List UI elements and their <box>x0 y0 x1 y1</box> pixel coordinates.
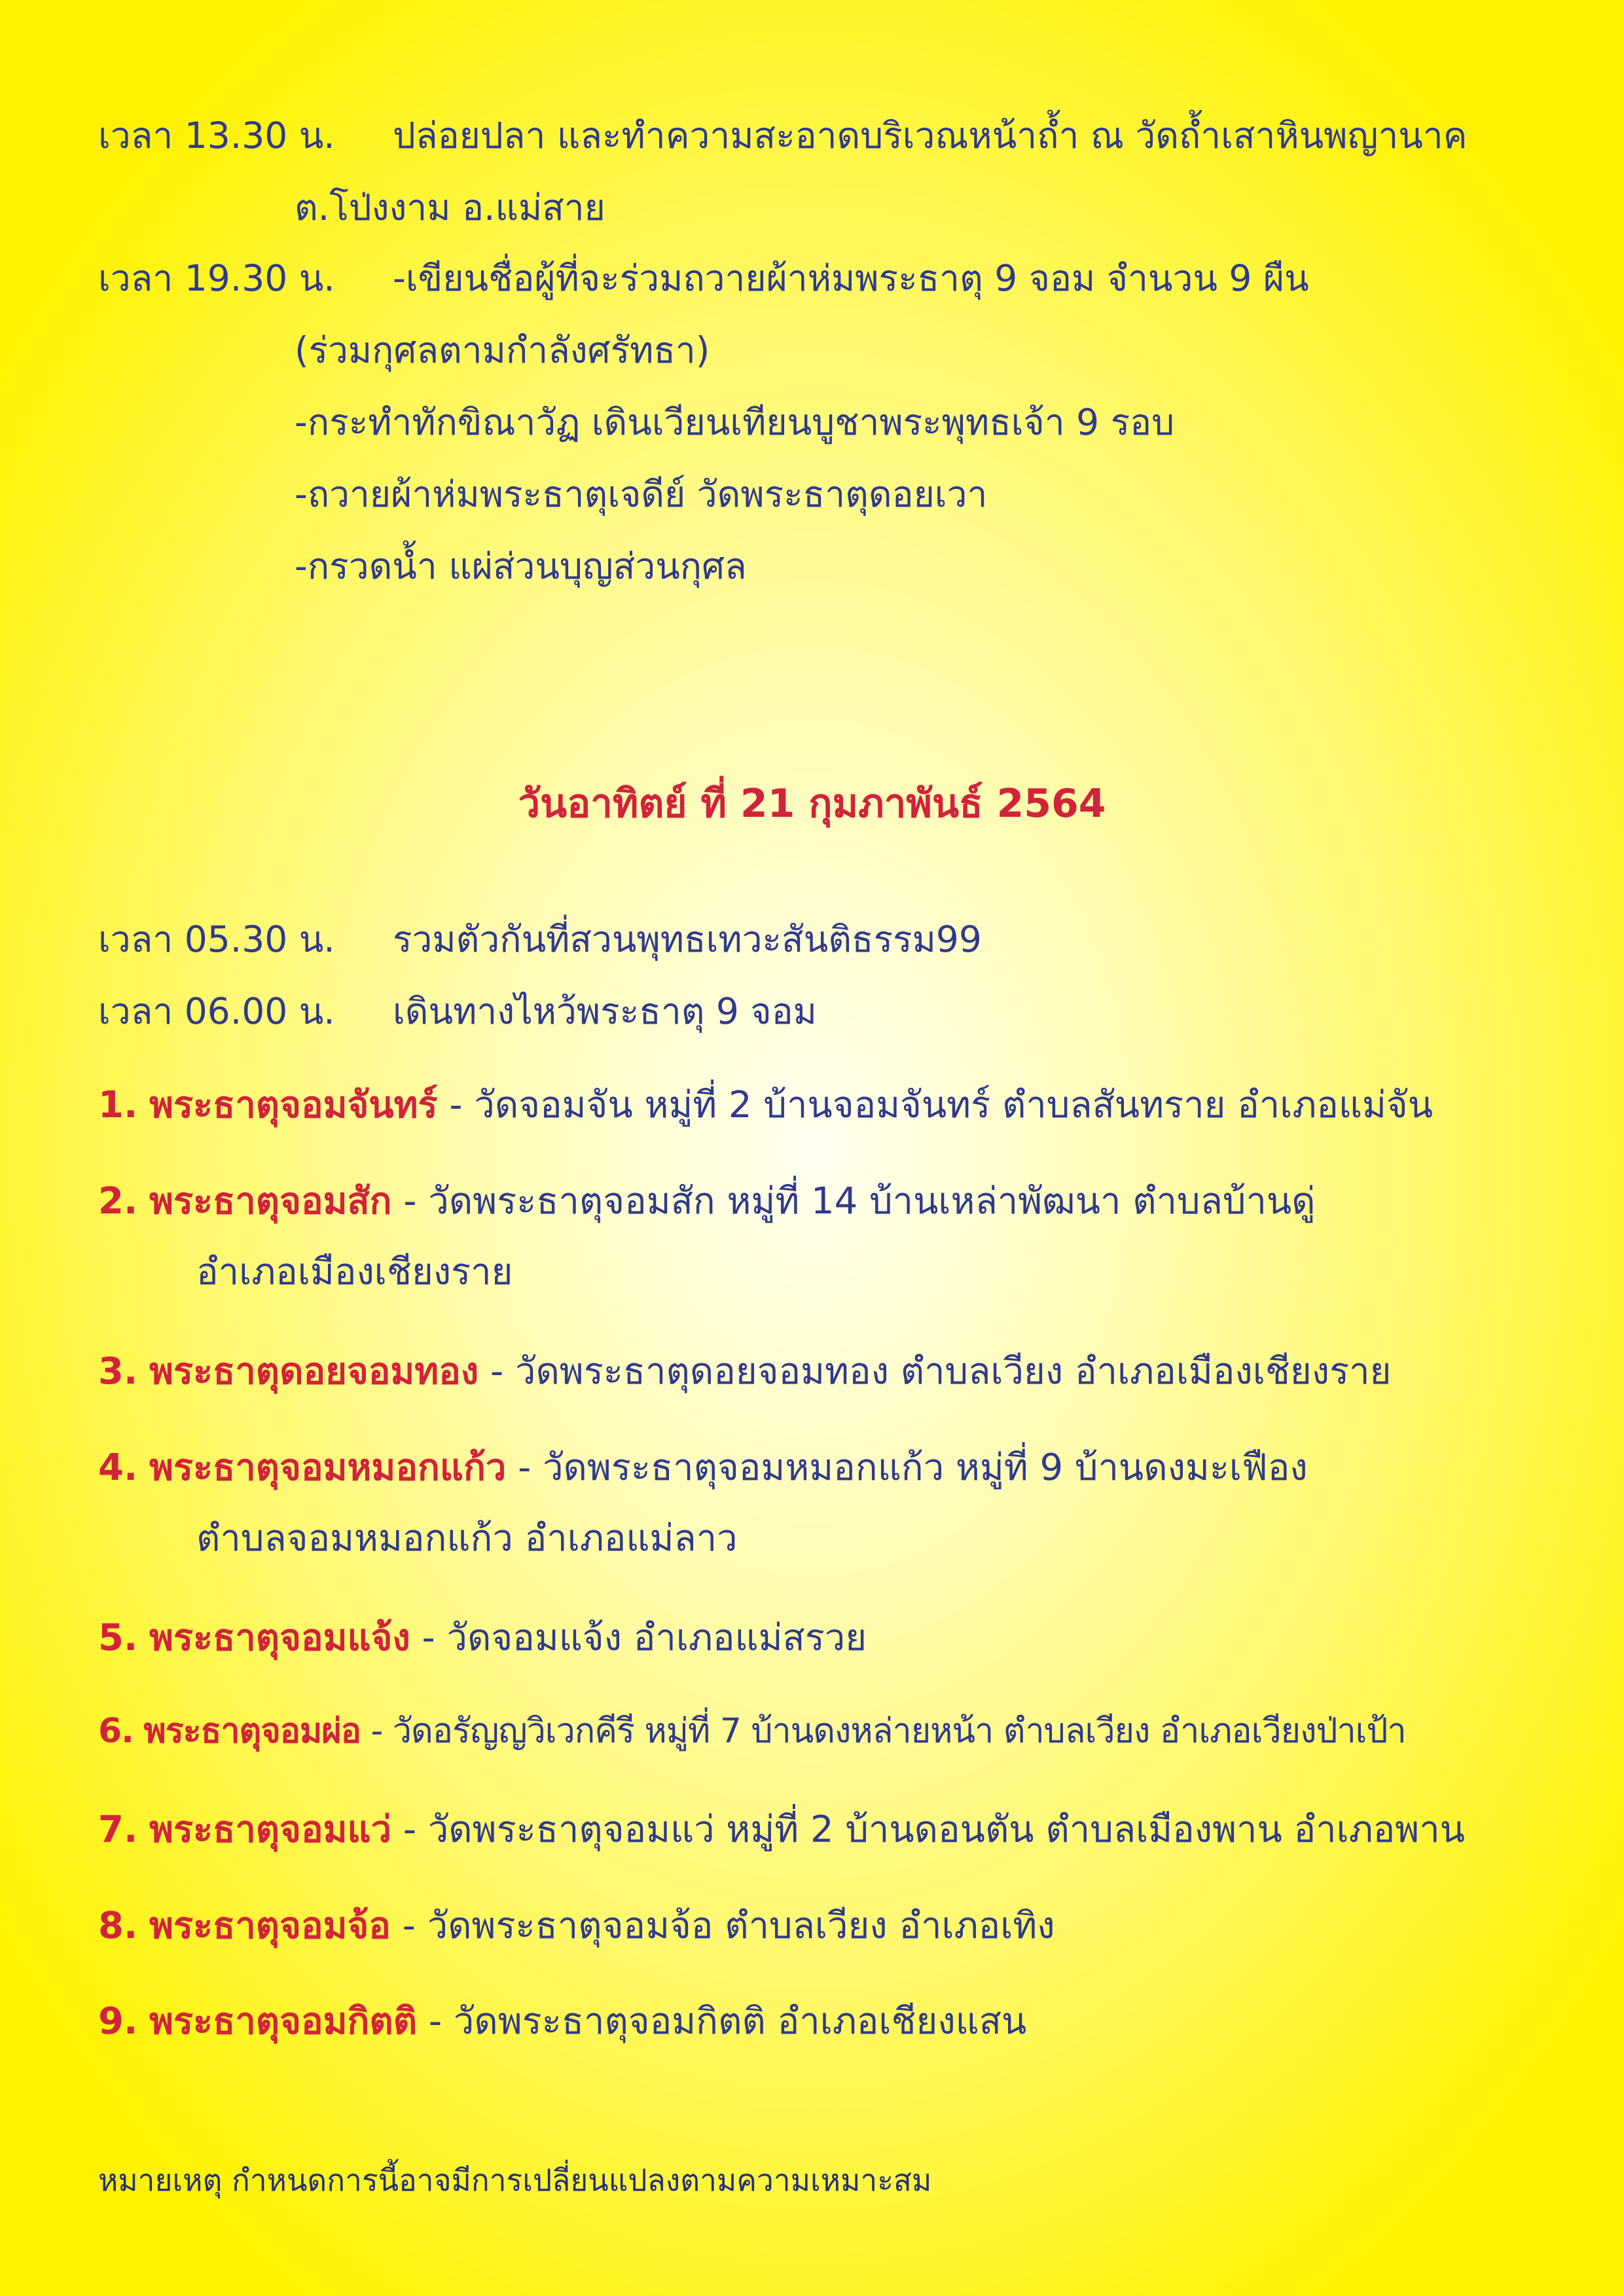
time-1930: เวลา 19.30 น. <box>98 257 335 299</box>
temple-number: 9. <box>98 2000 138 2043</box>
temple-name: พระธาตุจอมจันทร์ <box>149 1084 438 1126</box>
temple-detail-cont: ตำบลจอมหมอกแก้ว อำเภอแม่ลาว <box>196 1517 738 1560</box>
temple-detail: - วัดพระธาตุจอมสัก หมู่ที่ 14 บ้านเหล่าพัฒนา ตำบลบ้านดู่ <box>391 1180 1316 1223</box>
time-0600: เวลา 06.00 น. <box>98 990 335 1032</box>
temple-item-9 <box>98 1992 1026 2050</box>
temple-name: พระธาตุจอมจ้อ <box>149 1905 391 1947</box>
schedule-text-1930-line2: (ร่วมกุศลตามกำลังศรัทธา) <box>295 329 710 371</box>
temple-name: พระธาตุดอยจอมทอง <box>149 1350 479 1393</box>
temple-item-7 <box>98 1800 1465 1858</box>
temple-detail: - วัดจอมแจ้ง อำเภอแม่สรวย <box>410 1617 867 1659</box>
temple-detail-cont: อำเภอเมืองเชียงราย <box>196 1251 513 1293</box>
temple-item-2 <box>98 1172 1316 1230</box>
temple-item-8 <box>98 1896 1055 1954</box>
temple-number: 6. <box>98 1712 134 1751</box>
temple-item-5 <box>98 1608 867 1666</box>
schedule-text-1930-line4: -ถวายผ้าห่มพระธาตุเจดีย์ วัดพระธาตุดอยเวา <box>295 473 988 515</box>
temple-number: 2. <box>98 1180 138 1223</box>
temple-name: พระธาตุจอมกิตติ <box>149 2000 418 2043</box>
time-0530: เวลา 05.30 น. <box>98 918 335 960</box>
temple-name: พระธาตุจอมแว่ <box>149 1808 392 1851</box>
temple-number: 7. <box>98 1808 138 1851</box>
temple-detail: - วัดพระธาตุจอมหมอกแก้ว หมู่ที่ 9 บ้านดงมะเฟือง <box>506 1446 1308 1489</box>
temple-name: พระธาตุจอมแจ้ง <box>149 1617 410 1659</box>
schedule-text-1930-line1: -เขียนชื่อผู้ที่จะร่วมถวายผ้าห่มพระธาตุ 9 จอม จำนวน 9 ผืน <box>393 257 1309 299</box>
temple-number: 3. <box>98 1350 138 1393</box>
temple-detail: - วัดพระธาตุจอมจ้อ ตำบลเวียง อำเภอเทิง <box>390 1905 1055 1947</box>
schedule-text-0600: เดินทางไหว้พระธาตุ 9 จอม <box>393 990 817 1032</box>
day2-heading: วันอาทิตย์ ที่ 21 กุมภาพันธ์ 2564 <box>518 781 1106 827</box>
temple-number: 8. <box>98 1905 138 1947</box>
temple-item-6 <box>98 1703 1406 1757</box>
schedule-text-0530: รวมตัวกันที่สวนพุทธเทวะสันติธรรม99 <box>393 918 982 960</box>
temple-number: 5. <box>98 1617 138 1659</box>
temple-number: 4. <box>98 1446 138 1489</box>
temple-detail: - วัดพระธาตุจอมแว่ หมู่ที่ 2 บ้านดอนตัน ตำบลเมืองพาน อำเภอพาน <box>391 1808 1465 1851</box>
temple-name: พระธาตุจอมผ่อ <box>143 1712 361 1751</box>
temple-name: พระธาตุจอมสัก <box>149 1180 392 1223</box>
temple-detail: - วัดพระธาตุจอมกิตติ อำเภอเชียงแสน <box>417 2000 1027 2043</box>
temple-detail: - วัดจอมจัน หมู่ที่ 2 บ้านจอมจันทร์ ตำบลสันทราย อำเภอแม่จัน <box>437 1084 1433 1126</box>
footnote: หมายเหตุ กำหนดการนี้อาจมีการเปลี่ยนแปลงตามความเหมาะสม <box>98 2162 932 2198</box>
temple-detail: - วัดอรัญญวิเวกคีรี หมู่ที่ 7 บ้านดงหล่ายหน้า ตำบลเวียง อำเภอเวียงป่าเป้า <box>361 1712 1406 1751</box>
schedule-text-1330: ปล่อยปลา และทำความสะอาดบริเวณหน้าถ้ำ ณ วัดถ้ำเสาหินพญานาค <box>393 115 1468 156</box>
temple-item-4 <box>98 1438 1308 1496</box>
temple-item-3 <box>98 1342 1391 1400</box>
temple-number: 1. <box>98 1084 138 1126</box>
schedule-text-1330-cont: ต.โป่งงาม อ.แม่สาย <box>295 187 605 228</box>
temple-detail: - วัดพระธาตุดอยจอมทอง ตำบลเวียง อำเภอเมืองเชียงราย <box>478 1350 1392 1393</box>
temple-name: พระธาตุจอมหมอกแก้ว <box>149 1446 507 1489</box>
schedule-text-1930-line3: -กระทำทักขิณาวัฏ เดินเวียนเทียนบูชาพระพุทธเจ้า 9 รอบ <box>295 401 1175 443</box>
time-1330: เวลา 13.30 น. <box>98 115 335 156</box>
temple-item-1 <box>98 1075 1433 1134</box>
schedule-text-1930-line5: -กรวดน้ำ แผ่ส่วนบุญส่วนกุศล <box>295 545 747 587</box>
